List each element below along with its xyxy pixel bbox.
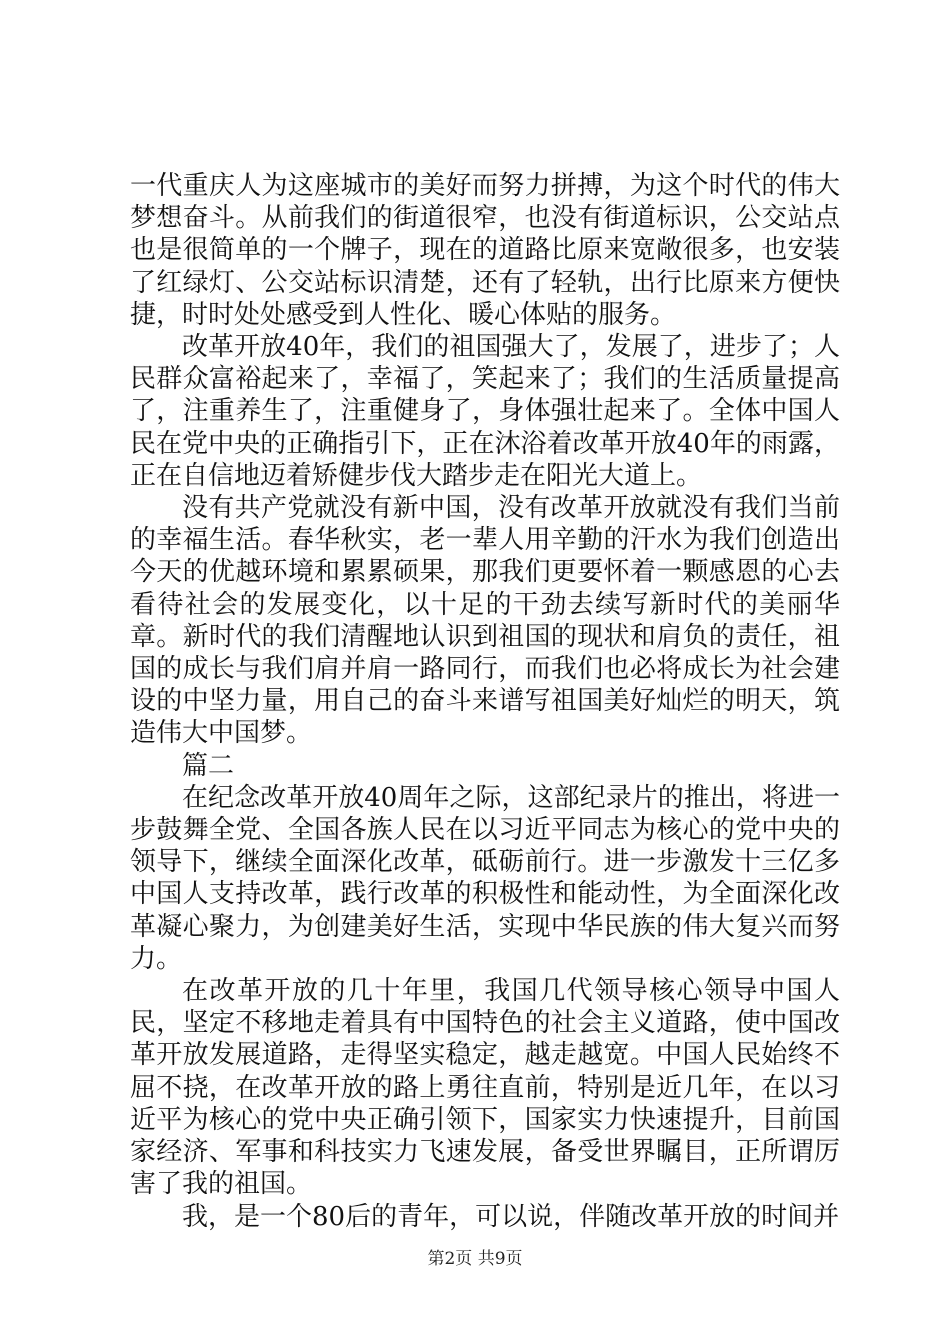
paragraph-5: 在改革开放的几十年里，我国几代领导核心领导中国人民，坚定不移地走着具有中国特色的社会主义道路，使中国改革开放发展道路，走得坚实稳定，越走越宽。中国人民始终不屈不挠，在改革开放的路上勇往直前，特别是近几年，在以习近平为核心的党中央正确引领下，国家实力快速提升，目前国家经济、军事和科技实力飞速发展，备受世界瞩目，正所谓厉害了我的祖国。 [130,976,840,1200]
document-body [130,170,840,1233]
page-number-footer: 第2页 共9页 [427,1249,523,1269]
paragraph-4: 在纪念改革开放40周年之际，这部纪录片的推出，将进一步鼓舞全党、全国各族人民在以习近平同志为核心的党中央的领导下，继续全面深化改革，砥砺前行。进一步激发十三亿多中国人支持改革，践行改革的积极性和能动性，为全面深化改革凝心聚力，为创建美好生活，实现中华民族的伟大复兴而努力。 [130,782,840,974]
paragraph-6: 我，是一个80后的青年，可以说，伴随改革开放的时间并 [182,1201,840,1232]
paragraph-2: 改革开放40年，我们的祖国强大了，发展了，进步了；人民群众富裕起来了，幸福了，笑起来了；我们的生活质量提高了，注重养生了，注重健身了，身体强壮起来了。全体中国人民在党中央的正确指引下，正在沐浴着改革开放40年的雨露，正在自信地迈着矫健步伐大踏步走在阳光大道上。 [130,332,840,491]
paragraph-1: 一代重庆人为这座城市的美好而努力拼搏，为这个时代的伟大梦想奋斗。从前我们的街道很窄，也没有街道标识，公交站点也是很简单的一个牌子，现在的道路比原来宽敞很多，也安装了红绿灯、公交站标识清楚，还有了轻轨，出行比原来方便快捷，时时处处感受到人性化、暖心体贴的服务。 [130,171,840,330]
section-heading: 篇二 [182,750,235,781]
paragraph-3: 没有共产党就没有新中国，没有改革开放就没有我们当前的幸福生活。春华秋实，老一辈人用辛勤的汗水为我们创造出今天的优越环境和累累硕果，那我们更要怀着一颗感恩的心去看待社会的发展变化，以十足的干劲去续写新时代的美丽华章。新时代的我们清醒地认识到祖国的现状和肩负的责任，祖国的成长与我们肩并肩一路同行，而我们也必将成长为社会建设的中坚力量，用自己的奋斗来谱写祖国美好灿烂的明天，筑造伟大中国梦。 [130,493,840,749]
